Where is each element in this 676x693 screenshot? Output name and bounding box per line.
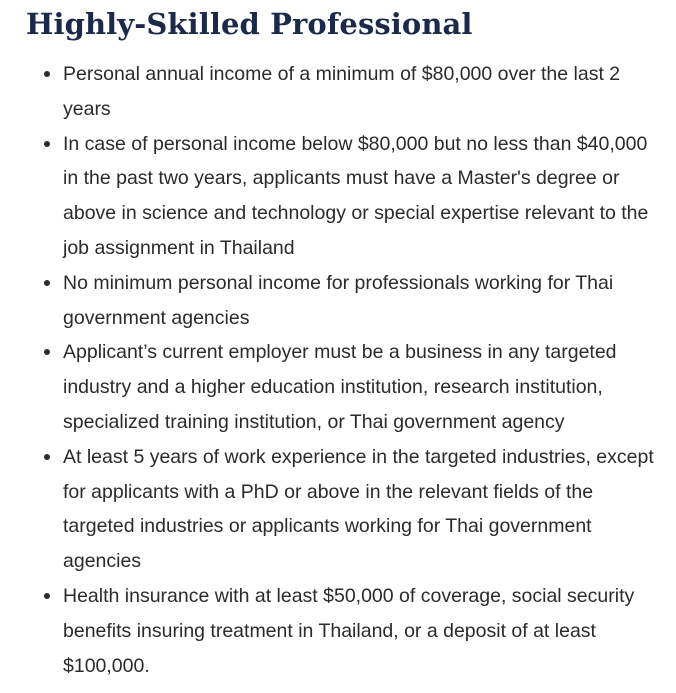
list-item [0,440,663,579]
list-item [0,127,663,266]
list-item [0,335,663,439]
section-heading: Highly-Skilled Professional [26,7,473,41]
list-item [0,579,663,683]
bullet-icon [44,454,50,460]
list-item [0,57,663,127]
list-item-text: Health insurance with at least $50,000 of coverage, social security benefits insuring treatment in Thailand, or a deposit of at least $100,000. [63,584,635,677]
list-item-text: In case of personal income below $80,000 but no less than $40,000 in the past two years, applicants must have a Master's degree or above in science and technology or special expertise relevant to the job assignment in Thailand [63,132,649,259]
bullet-icon [44,280,50,286]
bullet-icon [44,349,50,355]
bullet-icon [44,593,50,599]
bullet-icon [44,71,50,77]
list-item-text: No minimum personal income for professionals working for Thai government agencies [63,271,614,329]
list-item-text: Applicant’s current employer must be a business in any targeted industry and a higher education institution, research institution, specialized training institution, or Thai government agency [63,341,617,433]
bullet-icon [44,141,50,147]
list-item [0,266,663,336]
list-item-text: At least 5 years of work experience in the targeted industries, except for applicants with a PhD or above in the relevant fields of the targeted industries or applicants working for Thai government agencies [63,445,654,573]
requirements-list [0,57,676,683]
list-item-text: Personal annual income of a minimum of $80,000 over the last 2 years [63,63,621,120]
